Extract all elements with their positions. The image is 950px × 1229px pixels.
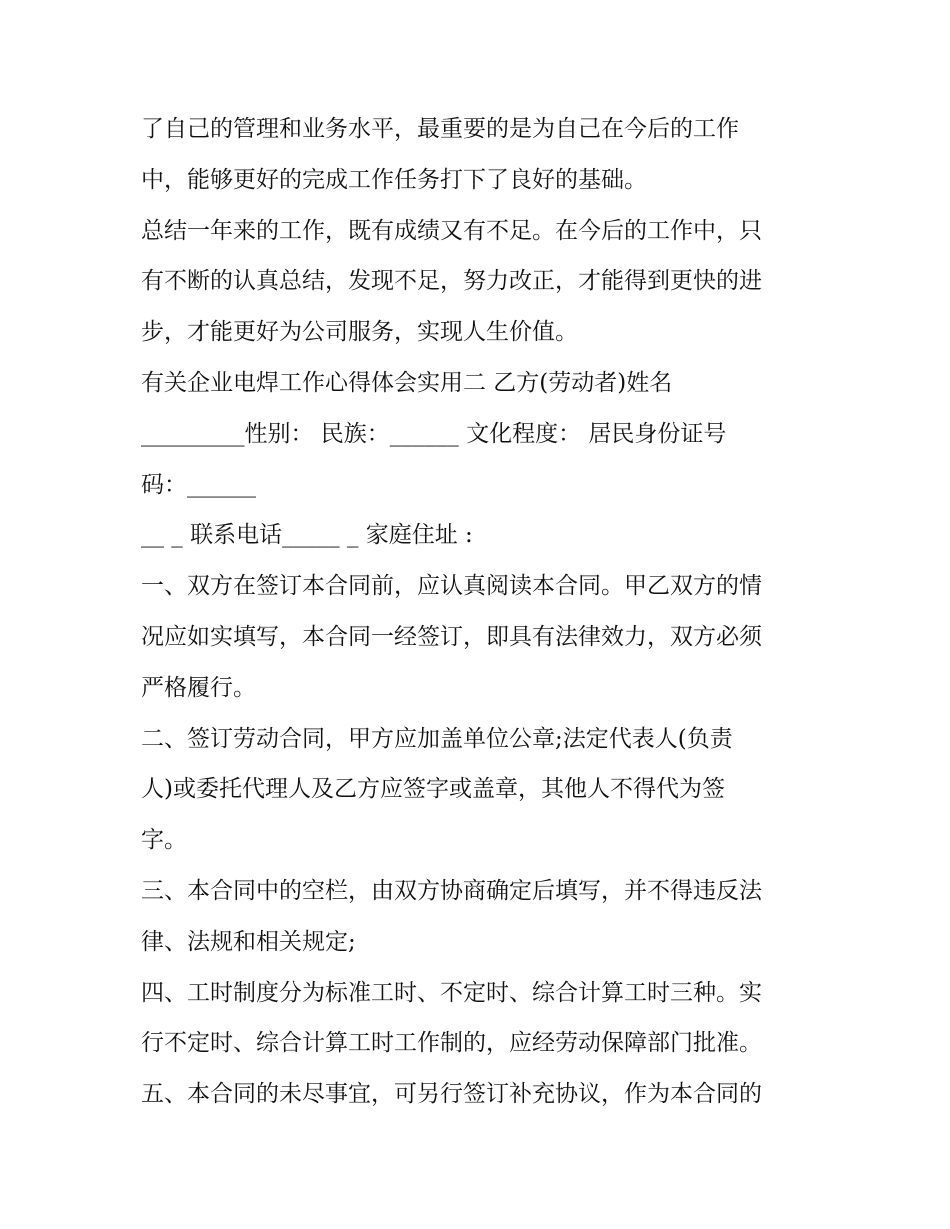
text-line-1: 了自己的管理和业务水平，最重要的是为自己在今后的工作 [141, 116, 739, 142]
clause-1-line-3: 严格履行。 [141, 674, 256, 701]
text-line-4: 有不断的认真总结，发现不足，努力改正，才能得到更快的进 [141, 268, 762, 295]
clause-1-line-1: 一、双方在签订本合同前，应认真阅读本合同。甲乙双方的情 [141, 573, 762, 600]
form-field-line-gender-ethnicity: _________性别： 民族：______ 文化程度： 居民身份证号 [141, 420, 727, 447]
clause-4-line-2: 行不定时、综合计算工时工作制的，应经劳动保障部门批准。 [141, 1030, 762, 1057]
form-field-line-phone-address: __ _ 联系电话_____ _ 家庭住址 : [141, 522, 473, 549]
clause-3-line-2: 律、法规和相关规定; [141, 928, 356, 955]
clause-5-line-1: 五、本合同的未尽事宜，可另行签订补充协议，作为本合同的 [141, 1081, 762, 1108]
section-title-line: 有关企业电焊工作心得体会实用二 乙方(劳动者)姓名 [141, 369, 673, 396]
clause-2-line-2: 人)或委托代理人及乙方应签字或盖章，其他人不得代为签 [141, 776, 725, 803]
clause-2-line-3: 字。 [141, 827, 187, 854]
form-field-line-id-number: 码：______ [141, 471, 256, 498]
text-line-3: 总结一年来的工作，既有成绩又有不足。在今后的工作中，只 [141, 217, 762, 244]
clause-1-line-2: 况应如实填写，本合同一经签订，即具有法律效力，双方必须 [141, 623, 762, 650]
clause-3-line-1: 三、本合同中的空栏，由双方协商确定后填写，并不得违反法 [141, 877, 762, 904]
clause-4-line-1: 四、工时制度分为标准工时、不定时、综合计算工时三种。实 [141, 979, 762, 1006]
text-line-5: 步，才能更好为公司服务，实现人生价值。 [141, 319, 578, 346]
text-line-2: 中，能够更好的完成工作任务打下了良好的基础。 [141, 166, 647, 193]
clause-2-line-1: 二、签订劳动合同，甲方应加盖单位公章;法定代表人(负责 [141, 725, 733, 752]
document-body [141, 104, 831, 1120]
